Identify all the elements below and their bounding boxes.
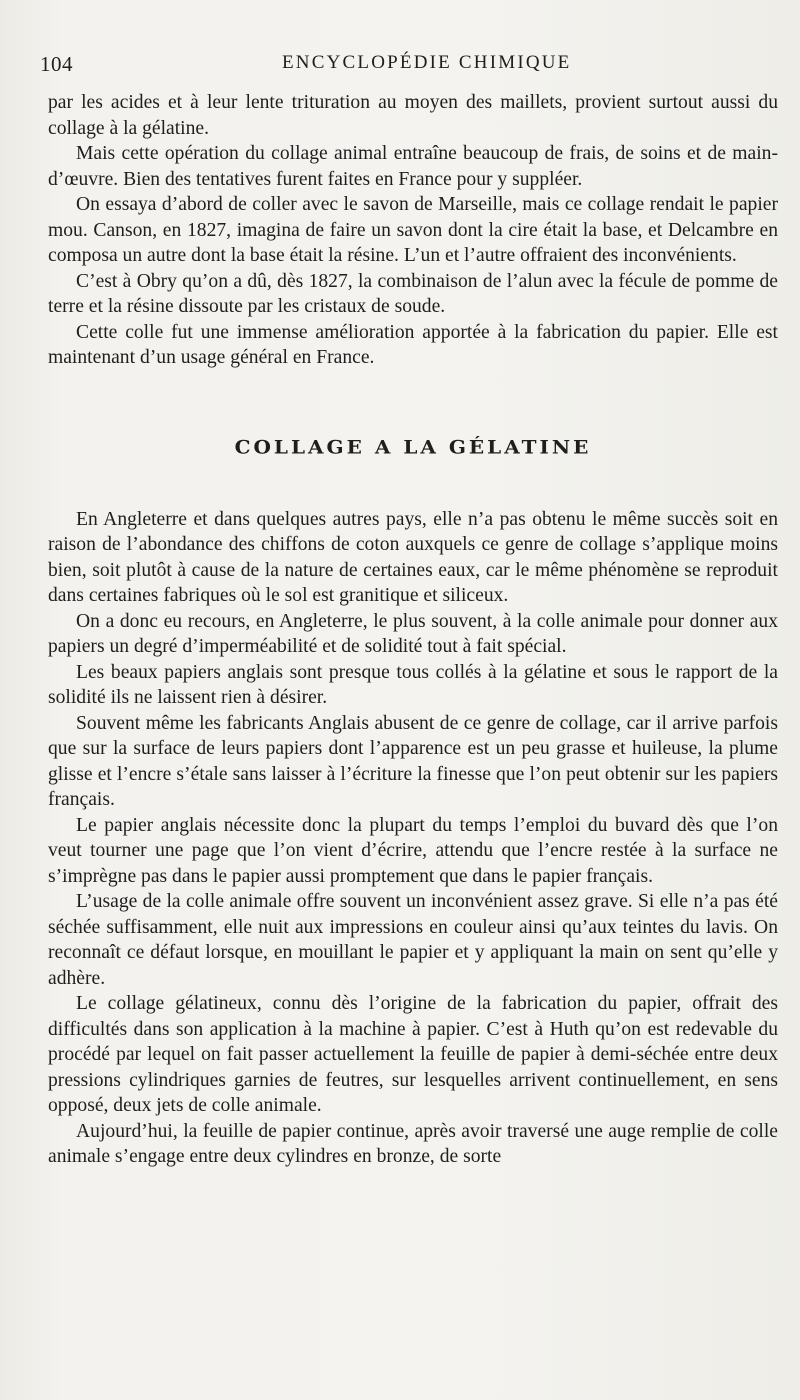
page-header [40,52,760,82]
section-title: COLLAGE A LA GÉLATINE [234,435,592,458]
paragraph: C’est à Obry qu’on a dû, dès 1827, la combinaison de l’alun avec la fécule de pomme de terre et la résine dissoute par les cristaux de soude. [48,270,778,317]
paragraph: Les beaux papiers anglais sont presque tous collés à la gélatine et sous le rapport de la solidité ils ne laissent rien à désirer. [48,661,778,708]
page-number: 104 [40,52,73,76]
paragraph: Souvent même les fabricants Anglais abusent de ce genre de collage, car il arrive parfois que sur la surface de leurs papiers dont l’apparence est un peu grasse et huileuse, la plume glisse et l’encre s’étale sans laisser à l’écriture la finesse que l’on peut obtenir sur les papiers français. [48,712,778,810]
paragraph: En Angleterre et dans quelques autres pays, elle n’a pas obtenu le même succès soit en raison de l’abondance des chiffons de coton auxquels ce genre de collage s’applique moins bien, soit plutôt à cause de la nature de certaines eaux, car le même phénomène se reproduit dans certaines fabriques où le sol est granitique et siliceux. [48,508,778,606]
paragraph: L’usage de la colle animale offre souvent un inconvénient assez grave. Si elle n’a pas été séchée suffisamment, elle nuit aux impressions en couleur ainsi qu’aux teintes du lavis. On reconnaît ce défaut lorsque, en mouillant le papier et y appliquant la main on sent qu’elle y adhère. [48,891,778,989]
paragraph: Le papier anglais nécessite donc la plupart du temps l’emploi du buvard dès que l’on veut tourner une page que l’on vient d’écrire, attendu que l’encre restée à la surface ne s’imprègne pas dans le papier aussi promptement que dans le papier français. [48,814,778,887]
paragraph: par les acides et à leur lente trituration au moyen des maillets, provient surtout aussi du collage à la gélatine. [48,92,778,139]
paragraph: Mais cette opération du collage animal entraîne beaucoup de frais, de soins et de main-d’œuvre. Bien des tentatives furent faites en France pour y suppléer. [48,143,778,190]
paragraph: On essaya d’abord de coller avec le savon de Marseille, mais ce collage rendait le papier mou. Canson, en 1827, imagina de faire un savon dont la cire était la base, et Delcambre en composa un autre dont la base était la résine. L’un et l’autre offraient des inconvénients. [48,194,778,266]
paragraph: On a donc eu recours, en Angleterre, le plus souvent, à la colle animale pour donner aux papiers un degré d’imperméabilité et de solidité tout à fait spécial. [48,610,778,657]
paragraph: Cette colle fut une immense amélioration apportée à la fabrication du papier. Elle est maintenant d’un usage général en France. [48,321,778,368]
paragraph: Le collage gélatineux, connu dès l’origine de la fabrication du papier, offrait des difficultés dans son application à la machine à papier. C’est à Huth qu’on est redevable du procédé par lequel on fait passer actuellement la feuille de papier à demi-séchée entre deux pressions cylindriques garnies de feutres, sur lesquelles arrivent continuellement, en sens opposé, deux jets de colle animale. [48,993,778,1116]
page-body [48,90,778,1170]
running-head: ENCYCLOPÉDIE CHIMIQUE [282,52,572,73]
paragraph: Aujourd’hui, la feuille de papier continue, après avoir traversé une auge remplie de colle animale s’engage entre deux cylindres en bronze, de sorte [48,1120,778,1167]
